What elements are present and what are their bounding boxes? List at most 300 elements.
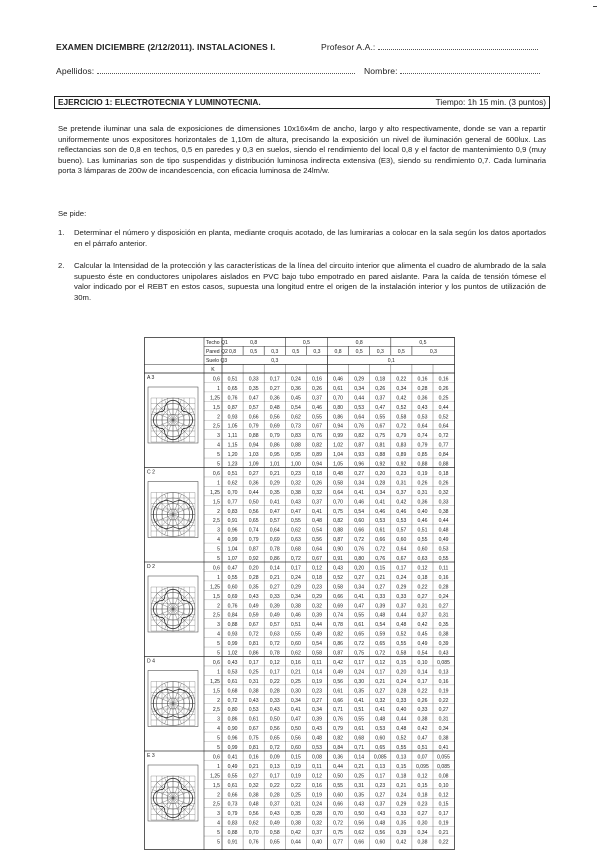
table-cell: 0,20 (354, 565, 365, 572)
k-value: 3 (217, 811, 220, 818)
table-cell: 0,56 (248, 508, 259, 515)
table-cell: 0,27 (375, 584, 386, 591)
table-cell: 0,67 (248, 726, 259, 733)
table-cell: 0,69 (269, 423, 280, 430)
table-cell: 0,38 (438, 735, 449, 742)
table-cell: 0,22 (417, 688, 428, 695)
table-cell: 0,46 (311, 404, 322, 411)
table-cell: 0,71 (354, 745, 365, 751)
table-cell: 1,15 (227, 442, 238, 449)
k-value: 1 (217, 669, 220, 676)
table-cell: 0,25 (290, 678, 301, 685)
table-cell: 0,51 (227, 376, 238, 383)
table-cell: 0,54 (311, 527, 322, 534)
k-header: K (211, 367, 215, 373)
table-cell: 0,88 (417, 461, 428, 468)
table-cell: 0,76 (375, 556, 386, 562)
table-cell: 0,41 (269, 499, 280, 506)
table-cell: 0,40 (417, 508, 428, 515)
table-cell: 0,33 (438, 499, 449, 506)
table-cell: 0,65 (354, 631, 365, 638)
table-cell: 0,73 (290, 423, 301, 430)
table-cell: 0,47 (375, 404, 386, 411)
table-cell: 0,61 (227, 678, 238, 685)
table-cell: 0,11 (312, 763, 322, 770)
table-cell: 0,24 (396, 678, 407, 685)
table-cell: 0,32 (311, 820, 322, 827)
table-cell: 0,42 (333, 659, 344, 666)
table-cell: 0,56 (269, 726, 280, 733)
table-cell: 0,26 (311, 480, 322, 487)
table-cell: 0,20 (396, 669, 407, 676)
table-cell: 0,93 (354, 452, 365, 459)
table-cell: 0,36 (269, 395, 280, 402)
table-cell: 0,75 (333, 508, 344, 515)
table-cell: 0,25 (354, 773, 365, 780)
table-cell: 0,60 (290, 745, 301, 751)
table-cell: 0,46 (396, 508, 407, 515)
table-cell: 0,58 (396, 414, 407, 421)
table-cell: 0,58 (311, 650, 322, 657)
table-cell: 0,55 (396, 745, 407, 751)
table-cell: 0,49 (269, 612, 280, 619)
table-cell: 0,51 (417, 745, 428, 751)
table-cell: 0,77 (333, 839, 344, 846)
table-cell: 0,60 (227, 584, 238, 591)
table-cell: 0,93 (227, 631, 238, 638)
table-cell: 0,12 (438, 792, 449, 799)
table-cell: 0,43 (227, 659, 238, 666)
table-cell: 0,27 (354, 470, 365, 477)
table-cell: 0,55 (290, 631, 301, 638)
table-cell: 0,24 (396, 574, 407, 581)
table-cell: 0,72 (290, 556, 301, 562)
table-cell: 0,15 (290, 754, 301, 761)
table-cell: 0,48 (311, 518, 322, 525)
table-cell: 0,84 (333, 745, 344, 751)
table-cell: 0,64 (311, 546, 322, 553)
table-cell: 0,50 (354, 811, 365, 818)
table-cell: 0,10 (438, 782, 449, 789)
table-cell: 0,60 (333, 792, 344, 799)
table-cell: 0,22 (417, 584, 428, 591)
table-cell: 0,82 (333, 631, 344, 638)
table-cell: 0,16 (438, 678, 449, 685)
teacher-label: Profesor A.A.: (321, 42, 376, 52)
table-cell: 0,57 (269, 518, 280, 525)
table-cell: 0,84 (438, 452, 449, 459)
table-cell: 0,22 (438, 839, 449, 846)
table-cell: 0,75 (375, 433, 386, 440)
table-cell: 0,78 (269, 546, 280, 553)
table-cell: 0,27 (269, 385, 280, 392)
k-value: 2 (217, 414, 220, 421)
table-cell: 0,21 (290, 669, 301, 676)
table-cell: 0,33 (396, 811, 407, 818)
table-cell: 0,72 (269, 745, 280, 751)
table-cell: 0,28 (396, 688, 407, 695)
table-cell: 0,12 (311, 773, 322, 780)
table-cell: 0,43 (269, 707, 280, 714)
table-cell: 0,67 (248, 622, 259, 629)
pared-value: 0,8 (229, 349, 237, 355)
table-cell: 0,25 (438, 395, 449, 402)
table-cell: 0,48 (396, 622, 407, 629)
table-cell: 0,67 (311, 556, 322, 562)
k-value: 2,5 (212, 612, 220, 619)
table-cell: 0,83 (290, 433, 301, 440)
table-cell: 0,86 (333, 641, 344, 648)
table-cell: 0,17 (375, 669, 386, 676)
pared-value: 0,3 (313, 349, 321, 355)
table-cell: 0,27 (375, 688, 386, 695)
table-cell: 0,37 (417, 612, 428, 619)
question-number: 2. (58, 261, 65, 270)
table-cell: 0,17 (354, 659, 365, 666)
table-cell: 0,34 (290, 697, 301, 704)
table-cell: 0,64 (438, 423, 449, 430)
table-cell: 0,58 (269, 830, 280, 837)
table-cell: 0,62 (290, 527, 301, 534)
pared-value: 0,3 (429, 349, 437, 355)
table-cell: 0,74 (248, 527, 259, 534)
surname-field[interactable] (97, 67, 355, 74)
table-cell: 0,48 (396, 726, 407, 733)
question-number: 1. (58, 228, 65, 237)
table-cell: 0,40 (311, 839, 322, 846)
k-value: 4 (217, 442, 220, 449)
table-cell: 0,23 (417, 801, 428, 808)
table-cell: 0,39 (375, 603, 386, 610)
table-cell: 0,48 (375, 612, 386, 619)
table-cell: 0,30 (417, 820, 428, 827)
table-cell: 0,60 (290, 641, 301, 648)
table-cell: 0,76 (227, 603, 238, 610)
table-cell: 0,12 (311, 565, 322, 572)
table-cell: 0,88 (290, 442, 301, 449)
table-cell: 0,09 (269, 754, 280, 761)
table-cell: 0,86 (227, 716, 238, 723)
table-cell: 0,91 (227, 518, 238, 525)
table-cell: 0,44 (438, 404, 449, 411)
pared-value: 0,8 (334, 349, 342, 355)
table-cell: 0,56 (248, 811, 259, 818)
table-cell: 0,16 (311, 376, 322, 383)
table-cell: 0,56 (375, 830, 386, 837)
table-cell: 0,085 (373, 754, 387, 761)
table-cell: 0,65 (227, 385, 238, 392)
table-cell: 0,47 (269, 508, 280, 515)
table-cell: 0,93 (227, 414, 238, 421)
table-cell: 0,41 (375, 707, 386, 714)
k-value: 2,5 (212, 423, 220, 430)
section-label: D 2 (147, 564, 155, 570)
k-value: 5 (217, 461, 220, 468)
table-cell: 0,89 (396, 452, 407, 459)
table-cell: 0,60 (396, 537, 407, 544)
table-cell: 0,42 (417, 622, 428, 629)
suelo-value: 0,1 (387, 358, 395, 364)
name-line (364, 66, 540, 76)
table-cell: 0,81 (248, 745, 259, 751)
table-cell: 0,43 (333, 565, 344, 572)
k-value: 4 (217, 537, 220, 544)
table-cell: 0,99 (227, 537, 238, 544)
corner-mark (593, 6, 597, 7)
table-cell: 0,28 (269, 792, 280, 799)
table-cell: 0,47 (248, 395, 259, 402)
table-cell: 0,15 (438, 801, 449, 808)
table-cell: 0,38 (438, 631, 449, 638)
table-cell: 0,40 (396, 707, 407, 714)
table-cell: 0,24 (311, 801, 322, 808)
table-cell: 0,29 (290, 584, 301, 591)
k-value: 1,25 (210, 395, 220, 402)
table-cell: 0,62 (290, 650, 301, 657)
k-value: 0,6 (212, 470, 220, 477)
table-cell: 0,35 (438, 622, 449, 629)
table-cell: 0,26 (311, 385, 322, 392)
table-cell: 0,29 (311, 593, 322, 600)
k-value: 5 (217, 556, 220, 562)
table-cell: 0,41 (290, 707, 301, 714)
table-cell: 0,34 (438, 726, 449, 733)
table-cell: 0,58 (333, 584, 344, 591)
table-cell: 0,24 (354, 669, 365, 676)
table-cell: 0,54 (417, 650, 428, 657)
table-cell: 1,03 (248, 452, 259, 459)
table-cell: 0,79 (248, 537, 259, 544)
table-cell: 0,60 (375, 735, 386, 742)
pared-value: 0,5 (355, 349, 363, 355)
table-cell: 0,77 (438, 442, 449, 449)
table-cell: 0,72 (396, 423, 407, 430)
table-cell: 0,17 (269, 773, 280, 780)
table-cell: 0,56 (290, 735, 301, 742)
table-cell: 0,51 (354, 707, 365, 714)
table-cell: 0,94 (333, 423, 344, 430)
table-cell: 0,81 (375, 442, 386, 449)
k-value: 2,5 (212, 518, 220, 525)
k-value: 4 (217, 820, 220, 827)
table-cell: 0,66 (375, 537, 386, 544)
table-cell: 0,30 (290, 688, 301, 695)
table-cell: 0,35 (248, 584, 259, 591)
table-cell: 0,45 (417, 631, 428, 638)
table-cell: 0,64 (333, 489, 344, 496)
table-cell: 0,51 (290, 622, 301, 629)
table-cell: 0,30 (354, 678, 365, 685)
table-cell: 0,81 (248, 641, 259, 648)
table-cell: 0,19 (438, 820, 449, 827)
table-cell: 1,05 (333, 461, 344, 468)
table-cell: 0,41 (227, 754, 238, 761)
table-cell: 0,27 (438, 707, 449, 714)
table-cell: 0,79 (333, 726, 344, 733)
table-cell: 0,21 (248, 763, 259, 770)
table-cell: 0,65 (248, 518, 259, 525)
table-cell: 0,28 (311, 811, 322, 818)
table-cell: 0,33 (375, 593, 386, 600)
k-value: 0,6 (212, 754, 220, 761)
techo-value: 0,8 (355, 340, 363, 346)
k-value: 2 (217, 508, 220, 515)
table-cell: 0,80 (227, 707, 238, 714)
exercise-title-box (54, 96, 550, 109)
table-cell: 0,63 (417, 556, 428, 562)
table-cell: 0,44 (333, 763, 344, 770)
table-cell: 0,70 (333, 811, 344, 818)
table-cell: 0,35 (248, 385, 259, 392)
table-cell: 1,04 (333, 452, 344, 459)
name-field[interactable] (400, 67, 540, 74)
table-cell: 0,57 (248, 404, 259, 411)
teacher-field[interactable] (378, 43, 538, 50)
table-cell: 0,43 (248, 697, 259, 704)
name-label: Nombre: (364, 66, 398, 76)
table-cell: 0,48 (375, 820, 386, 827)
table-cell: 0,32 (438, 489, 449, 496)
table-cell: 0,38 (248, 688, 259, 695)
table-cell: 0,94 (311, 461, 322, 468)
table-cell: 0,38 (290, 489, 301, 496)
techo-value: 0,5 (302, 340, 310, 346)
utilization-factor-table (144, 337, 455, 850)
table-cell: 0,62 (290, 414, 301, 421)
table-cell: 0,79 (396, 433, 407, 440)
table-cell: 0,60 (375, 839, 386, 846)
table-cell: 0,59 (248, 612, 259, 619)
table-cell: 0,64 (269, 527, 280, 534)
table-cell: 0,33 (417, 707, 428, 714)
table-cell: 0,39 (269, 603, 280, 610)
k-value: 5 (217, 650, 220, 657)
table-cell: 0,74 (417, 433, 428, 440)
table-cell: 0,37 (375, 395, 386, 402)
header-row-label: Suelo Q3 (206, 358, 228, 364)
table-cell: 0,17 (248, 659, 259, 666)
table-cell: 0,74 (333, 612, 344, 619)
table-cell: 0,26 (417, 480, 428, 487)
table-cell: 0,28 (438, 584, 449, 591)
table-cell: 0,10 (417, 659, 428, 666)
k-value: 0,6 (212, 565, 220, 572)
table-cell: 0,62 (354, 830, 365, 837)
table-cell: 0,87 (333, 537, 344, 544)
table-cell: 0,44 (396, 716, 407, 723)
table-cell: 0,67 (311, 423, 322, 430)
table-cell: 0,33 (269, 697, 280, 704)
table-cell: 0,41 (375, 499, 386, 506)
table-cell: 1,23 (227, 461, 238, 468)
question-2 (58, 261, 546, 303)
pared-value: 0,3 (271, 349, 279, 355)
table-cell: 0,44 (290, 839, 301, 846)
k-value: 4 (217, 631, 220, 638)
table-cell: 1,04 (227, 546, 238, 553)
table-cell: 0,55 (396, 641, 407, 648)
table-cell: 0,15 (417, 782, 428, 789)
table-cell: 0,55 (438, 556, 449, 562)
table-cell: 0,76 (227, 395, 238, 402)
section-label: E 3 (147, 753, 155, 759)
table-cell: 0,87 (248, 546, 259, 553)
table-cell: 0,83 (396, 442, 407, 449)
table-cell: 0,24 (396, 792, 407, 799)
table-cell: 0,56 (333, 678, 344, 685)
table-cell: 0,37 (396, 603, 407, 610)
table-cell: 0,52 (438, 414, 449, 421)
table-cell: 0,17 (417, 678, 428, 685)
table-cell: 0,37 (311, 499, 322, 506)
table-cell: 0,65 (375, 641, 386, 648)
table-cell: 0,65 (269, 735, 280, 742)
table-cell: 0,59 (375, 631, 386, 638)
table-cell: 0,27 (248, 470, 259, 477)
table-cell: 0,72 (333, 820, 344, 827)
table-cell: 0,55 (417, 537, 428, 544)
table-cell: 0,37 (396, 489, 407, 496)
table-cell: 0,43 (269, 811, 280, 818)
section-label: A 3 (147, 375, 155, 381)
table-cell: 0,17 (269, 376, 280, 383)
table-cell: 0,67 (396, 556, 407, 562)
table-cell: 0,55 (290, 518, 301, 525)
table-cell: 0,18 (417, 574, 428, 581)
table-cell: 0,21 (354, 763, 365, 770)
table-cell: 1,11 (227, 433, 238, 440)
table-cell: 0,38 (417, 839, 428, 846)
table-cell: 0,75 (248, 735, 259, 742)
table-cell: 0,72 (375, 650, 386, 657)
table-cell: 0,48 (311, 735, 322, 742)
table-cell: 0,53 (248, 707, 259, 714)
table-cell: 0,46 (375, 508, 386, 515)
table-cell: 0,80 (354, 556, 365, 562)
table-cell: 0,34 (354, 480, 365, 487)
k-value: 1,25 (210, 489, 220, 496)
table-cell: 0,87 (227, 404, 238, 411)
table-cell: 0,27 (311, 697, 322, 704)
table-cell: 0,31 (438, 612, 449, 619)
table-cell: 0,55 (375, 414, 386, 421)
table-cell: 0,41 (354, 697, 365, 704)
table-cell: 0,29 (396, 801, 407, 808)
table-cell: 0,23 (375, 782, 386, 789)
table-cell: 0,61 (248, 716, 259, 723)
k-value: 1,5 (212, 782, 220, 789)
table-cell: 0,43 (311, 726, 322, 733)
table-cell: 0,31 (417, 489, 428, 496)
table-cell: 0,17 (438, 811, 449, 818)
table-cell: 0,33 (248, 376, 259, 383)
table-cell: 0,15 (396, 659, 407, 666)
table-cell: 0,16 (290, 659, 301, 666)
k-value: 1,5 (212, 499, 220, 506)
table-cell: 0,17 (396, 565, 407, 572)
exercise-time: Tiempo: 1h 15 min. (3 puntos) (435, 97, 546, 107)
table-cell: 0,54 (375, 622, 386, 629)
table-cell: 0,79 (269, 433, 280, 440)
table-cell: 0,83 (227, 508, 238, 515)
exam-header (56, 42, 275, 52)
table-cell: 0,90 (227, 726, 238, 733)
table-cell: 0,11 (312, 659, 322, 666)
table-cell: 0,92 (375, 461, 386, 468)
table-cell: 0,21 (375, 574, 386, 581)
table-cell: 0,49 (438, 537, 449, 544)
table-cell: 0,16 (417, 376, 428, 383)
